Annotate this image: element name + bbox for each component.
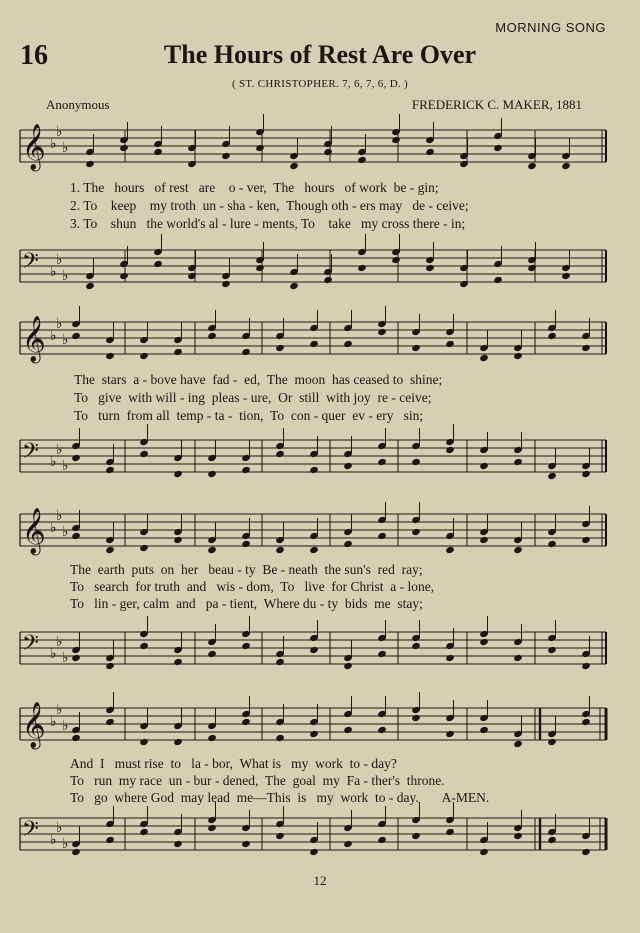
note-head	[581, 662, 591, 670]
note-head	[411, 458, 421, 466]
lyric-verse-3: To go where God may lead me—This is my work to - day. A-MEN.	[70, 790, 490, 805]
flat-sign-icon: ♭	[56, 508, 63, 524]
flat-sign-icon: ♭	[50, 136, 57, 152]
note-head	[513, 546, 523, 554]
note-head	[377, 328, 387, 336]
lyric-verse-1: The stars a - bove have fad - ed, The moon has ceased to shine;	[74, 372, 443, 387]
note-head	[479, 536, 489, 544]
flat-sign-icon: ♭	[56, 702, 63, 718]
note-head	[207, 332, 217, 340]
note-head	[445, 446, 455, 454]
note-head	[561, 272, 571, 280]
note-head	[153, 148, 163, 156]
tune-meter: ( ST. CHRISTOPHER. 7, 6, 7, 6, D. )	[231, 78, 409, 90]
note-head	[71, 848, 81, 856]
note-head	[445, 546, 455, 554]
note-head	[275, 450, 285, 458]
note-head	[139, 642, 149, 650]
lyric-verse-2: To run my race un - bur - dened, The goal my Fa - ther's throne.	[70, 773, 445, 788]
note-head	[561, 162, 571, 170]
flat-sign-icon: ♭	[50, 328, 57, 344]
note-head	[309, 546, 319, 554]
treble-clef-icon: 𝄞	[22, 702, 46, 748]
bass-clef-icon: 𝄢	[22, 817, 39, 847]
lyric-verse-2: To search for truth and wis - dom, To live for Christ a - lone,	[70, 579, 435, 594]
note-head	[173, 840, 183, 848]
flat-sign-icon: ♭	[62, 458, 69, 474]
note-head	[343, 540, 353, 548]
note-head	[527, 162, 537, 170]
note-head	[581, 470, 591, 478]
note-head	[547, 646, 557, 654]
note-head	[479, 848, 489, 856]
flat-sign-icon: ♭	[50, 646, 57, 662]
note-head	[207, 650, 217, 658]
note-head	[241, 840, 251, 848]
note-head	[309, 848, 319, 856]
note-head	[377, 726, 387, 734]
flat-sign-icon: ♭	[56, 252, 63, 268]
note-head	[173, 536, 183, 544]
note-head	[493, 276, 503, 284]
note-head	[71, 654, 81, 662]
note-head	[547, 738, 557, 746]
flat-sign-icon: ♭	[50, 264, 57, 280]
note-head	[71, 454, 81, 462]
note-head	[289, 282, 299, 290]
note-head	[71, 734, 81, 742]
note-head	[139, 738, 149, 746]
note-head	[411, 528, 421, 536]
note-head	[445, 828, 455, 836]
note-head	[547, 836, 557, 844]
flat-sign-icon: ♭	[50, 454, 57, 470]
note-head	[547, 332, 557, 340]
note-head	[479, 462, 489, 470]
note-head	[581, 536, 591, 544]
treble-clef-icon: 𝄞	[22, 508, 46, 554]
note-head	[241, 348, 251, 356]
flat-sign-icon: ♭	[56, 442, 63, 458]
lyric-verse-1: 1. The hours of rest are o - ver, The hours of work be - gin;	[70, 180, 439, 195]
treble-clef-icon: 𝄞	[22, 316, 46, 362]
note-head	[479, 726, 489, 734]
note-head	[309, 730, 319, 738]
note-head	[105, 352, 115, 360]
flat-sign-icon: ♭	[56, 124, 63, 140]
note-head	[173, 348, 183, 356]
section-label: MORNING SONG	[495, 20, 606, 35]
note-head	[173, 738, 183, 746]
note-head	[581, 718, 591, 726]
note-head	[411, 714, 421, 722]
note-head	[119, 144, 129, 152]
note-head	[241, 642, 251, 650]
note-head	[357, 156, 367, 164]
flat-sign-icon: ♭	[56, 820, 63, 836]
note-head	[377, 650, 387, 658]
note-head	[479, 354, 489, 362]
note-head	[425, 264, 435, 272]
note-head	[493, 144, 503, 152]
hymn-number: 16	[20, 40, 48, 71]
note-head	[153, 260, 163, 268]
note-head	[275, 734, 285, 742]
note-head	[357, 264, 367, 272]
note-head	[513, 352, 523, 360]
note-head	[547, 472, 557, 480]
note-head	[105, 546, 115, 554]
treble-staff-1	[0, 126, 640, 172]
note-head	[139, 352, 149, 360]
note-head	[275, 546, 285, 554]
note-head	[71, 332, 81, 340]
bass-clef-icon: 𝄢	[22, 439, 39, 469]
note-head	[139, 544, 149, 552]
note-head	[255, 264, 265, 272]
note-head	[309, 340, 319, 348]
author-credit: Anonymous	[46, 97, 110, 112]
bass-clef-icon: 𝄢	[22, 249, 39, 279]
flat-sign-icon: ♭	[50, 520, 57, 536]
note-head	[207, 824, 217, 832]
note-head	[377, 836, 387, 844]
note-head	[241, 540, 251, 548]
note-head	[411, 642, 421, 650]
lyric-verse-3: 3. To shun the world's al - lure - ments, To take my cross there - in;	[70, 216, 466, 231]
note-head	[343, 726, 353, 734]
lyric-verse-3: To turn from all temp - ta - tion, To con - quer ev - ery sin;	[74, 408, 424, 423]
bass-staff-1	[0, 246, 640, 292]
flat-sign-icon: ♭	[50, 714, 57, 730]
flat-sign-icon: ♭	[62, 332, 69, 348]
page-number: 12	[313, 873, 327, 888]
note-head	[207, 546, 217, 554]
note-head	[221, 152, 231, 160]
flat-sign-icon: ♭	[56, 316, 63, 332]
note-head	[343, 662, 353, 670]
bass-staff-3	[0, 628, 640, 674]
note-head	[173, 658, 183, 666]
note-head	[513, 458, 523, 466]
note-head	[391, 256, 401, 264]
note-head	[105, 836, 115, 844]
flat-sign-icon: ♭	[56, 634, 63, 650]
treble-staff-3	[0, 510, 640, 556]
note-head	[513, 740, 523, 748]
lyric-verse-1: And I must rise to la - bor, What is my work to - day?	[70, 756, 397, 771]
note-head	[275, 658, 285, 666]
flat-sign-icon: ♭	[62, 650, 69, 666]
note-head	[289, 162, 299, 170]
note-head	[105, 662, 115, 670]
note-head	[85, 282, 95, 290]
note-head	[425, 148, 435, 156]
note-head	[377, 532, 387, 540]
note-head	[207, 470, 217, 478]
note-head	[377, 458, 387, 466]
flat-sign-icon: ♭	[62, 524, 69, 540]
note-head	[445, 340, 455, 348]
note-head	[241, 718, 251, 726]
note-head	[343, 462, 353, 470]
lyric-verse-3: To lin - ger, calm and pa - tient, Where du - ty bids me stay;	[70, 596, 423, 611]
note-head	[391, 136, 401, 144]
note-head	[547, 540, 557, 548]
note-head	[221, 280, 231, 288]
note-head	[139, 828, 149, 836]
note-head	[323, 148, 333, 156]
lyric-verse-2: To give with will - ing pleas - ure, Or still with joy re - ceive;	[74, 390, 432, 405]
note-head	[581, 848, 591, 856]
treble-staff-4	[0, 704, 640, 750]
note-head	[411, 832, 421, 840]
note-head	[581, 344, 591, 352]
bass-staff-4	[0, 814, 640, 860]
note-head	[207, 734, 217, 742]
treble-clef-icon: 𝄞	[22, 124, 46, 170]
hymn-title: The Hours of Rest Are Over	[163, 40, 477, 69]
note-head	[445, 730, 455, 738]
note-head	[411, 344, 421, 352]
flat-sign-icon: ♭	[50, 832, 57, 848]
note-head	[513, 654, 523, 662]
treble-staff-2	[0, 318, 640, 364]
note-head	[309, 466, 319, 474]
note-head	[275, 832, 285, 840]
flat-sign-icon: ♭	[62, 268, 69, 284]
lyric-verse-2: 2. To keep my troth un - sha - ken, Though oth - ers may de - ceive;	[70, 198, 469, 213]
note-head	[119, 272, 129, 280]
lyric-verse-1: The earth puts on her beau - ty Be - neath the sun's red ray;	[70, 562, 423, 577]
flat-sign-icon: ♭	[62, 140, 69, 156]
note-head	[513, 832, 523, 840]
note-head	[343, 340, 353, 348]
note-head	[173, 470, 183, 478]
bass-staff-2	[0, 436, 640, 482]
note-head	[71, 532, 81, 540]
note-head	[241, 466, 251, 474]
note-head	[85, 160, 95, 168]
note-head	[445, 654, 455, 662]
note-head	[255, 144, 265, 152]
note-head	[323, 276, 333, 284]
note-head	[309, 646, 319, 654]
note-head	[139, 450, 149, 458]
bass-clef-icon: 𝄢	[22, 631, 39, 661]
note-head	[275, 344, 285, 352]
flat-sign-icon: ♭	[62, 836, 69, 852]
note-head	[479, 638, 489, 646]
note-head	[343, 840, 353, 848]
note-head	[105, 466, 115, 474]
note-head	[105, 718, 115, 726]
flat-sign-icon: ♭	[62, 718, 69, 734]
composer-credit: FREDERICK C. MAKER, 1881	[411, 97, 582, 112]
